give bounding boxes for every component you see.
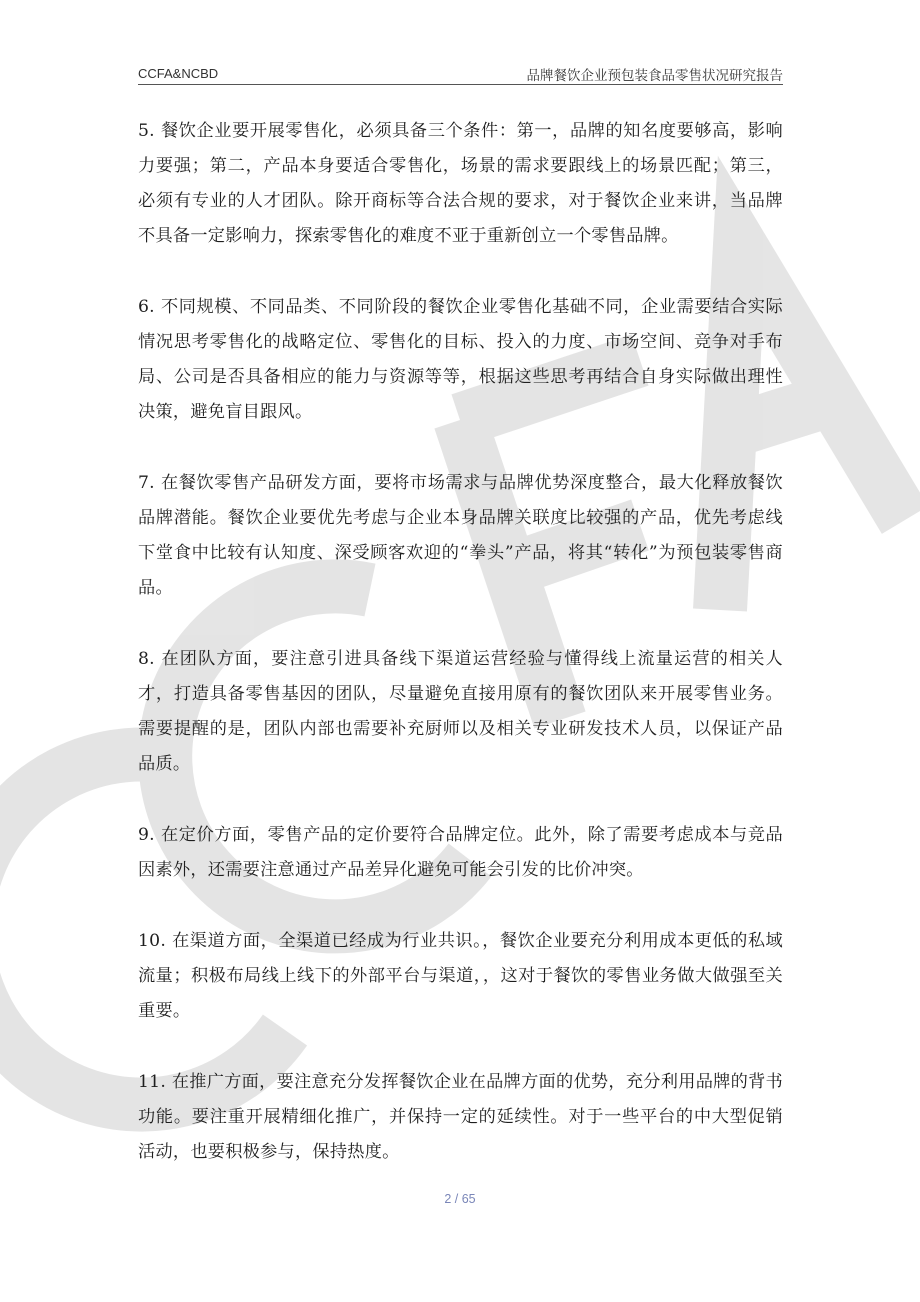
paragraph-10: 10. 在渠道方面，全渠道已经成为行业共识。，餐饮企业要充分利用成本更低的私域流量；积极布局线上线下的外部平台与渠道，，这对于餐饮的零售业务做大做强至关重要。: [138, 931, 783, 1021]
page-number: 2 / 65: [444, 1192, 476, 1206]
page-header: [138, 62, 783, 85]
paragraph-5: 5. 餐饮企业要开展零售化，必须具备三个条件：第一，品牌的知名度要够高，影响力要强；第二，产品本身要适合零售化，场景的需求要跟线上的场景匹配；第三，必须有专业的人才团队。除开商标等合法合规的要求，对于餐饮企业来讲，当品牌不具备一定影响力，探索零售化的难度不亚于重新创立一个零售品牌。: [138, 121, 783, 246]
header-report-title: 品牌餐饮企业预包装食品零售状况研究报告: [526, 68, 783, 84]
paragraph-9: 9. 在定价方面，零售产品的定价要符合品牌定位。此外，除了需要考虑成本与竞品因素外，还需要注意通过产品差异化避免可能会引发的比价冲突。: [138, 825, 783, 880]
paragraph-11: 11. 在推广方面，要注意充分发挥餐饮企业在品牌方面的优势，充分利用品牌的背书功能。要注重开展精细化推广，并保持一定的延续性。对于一些平台的中大型促销活动，也要积极参与，保持热度。: [138, 1072, 783, 1162]
paragraph-7: 7. 在餐饮零售产品研发方面，要将市场需求与品牌优势深度整合，最大化释放餐饮品牌潜能。餐饮企业要优先考虑与企业本身品牌关联度比较强的产品，优先考虑线下堂食中比较有认知度、深受顾客欢迎的“拳头”产品，将其“转化”为预包装零售商品。: [138, 473, 783, 598]
document-body: [138, 114, 783, 1206]
paragraph-8: 8. 在团队方面，要注意引进具备线下渠道运营经验与懂得线上流量运营的相关人才，打造具备零售基因的团队，尽量避免直接用原有的餐饮团队来开展零售业务。需要提醒的是，团队内部也需要补充厨师以及相关专业研发技术人员，以保证产品品质。: [138, 649, 783, 774]
header-org-label: CCFA&NCBD: [138, 66, 219, 81]
paragraph-6: 6. 不同规模、不同品类、不同阶段的餐饮企业零售化基础不同，企业需要结合实际情况思考零售化的战略定位、零售化的目标、投入的力度、市场空间、竞争对手布局、公司是否具备相应的能力与资源等等，根据这些思考再结合自身实际做出理性决策，避免盲目跟风。: [138, 297, 783, 422]
